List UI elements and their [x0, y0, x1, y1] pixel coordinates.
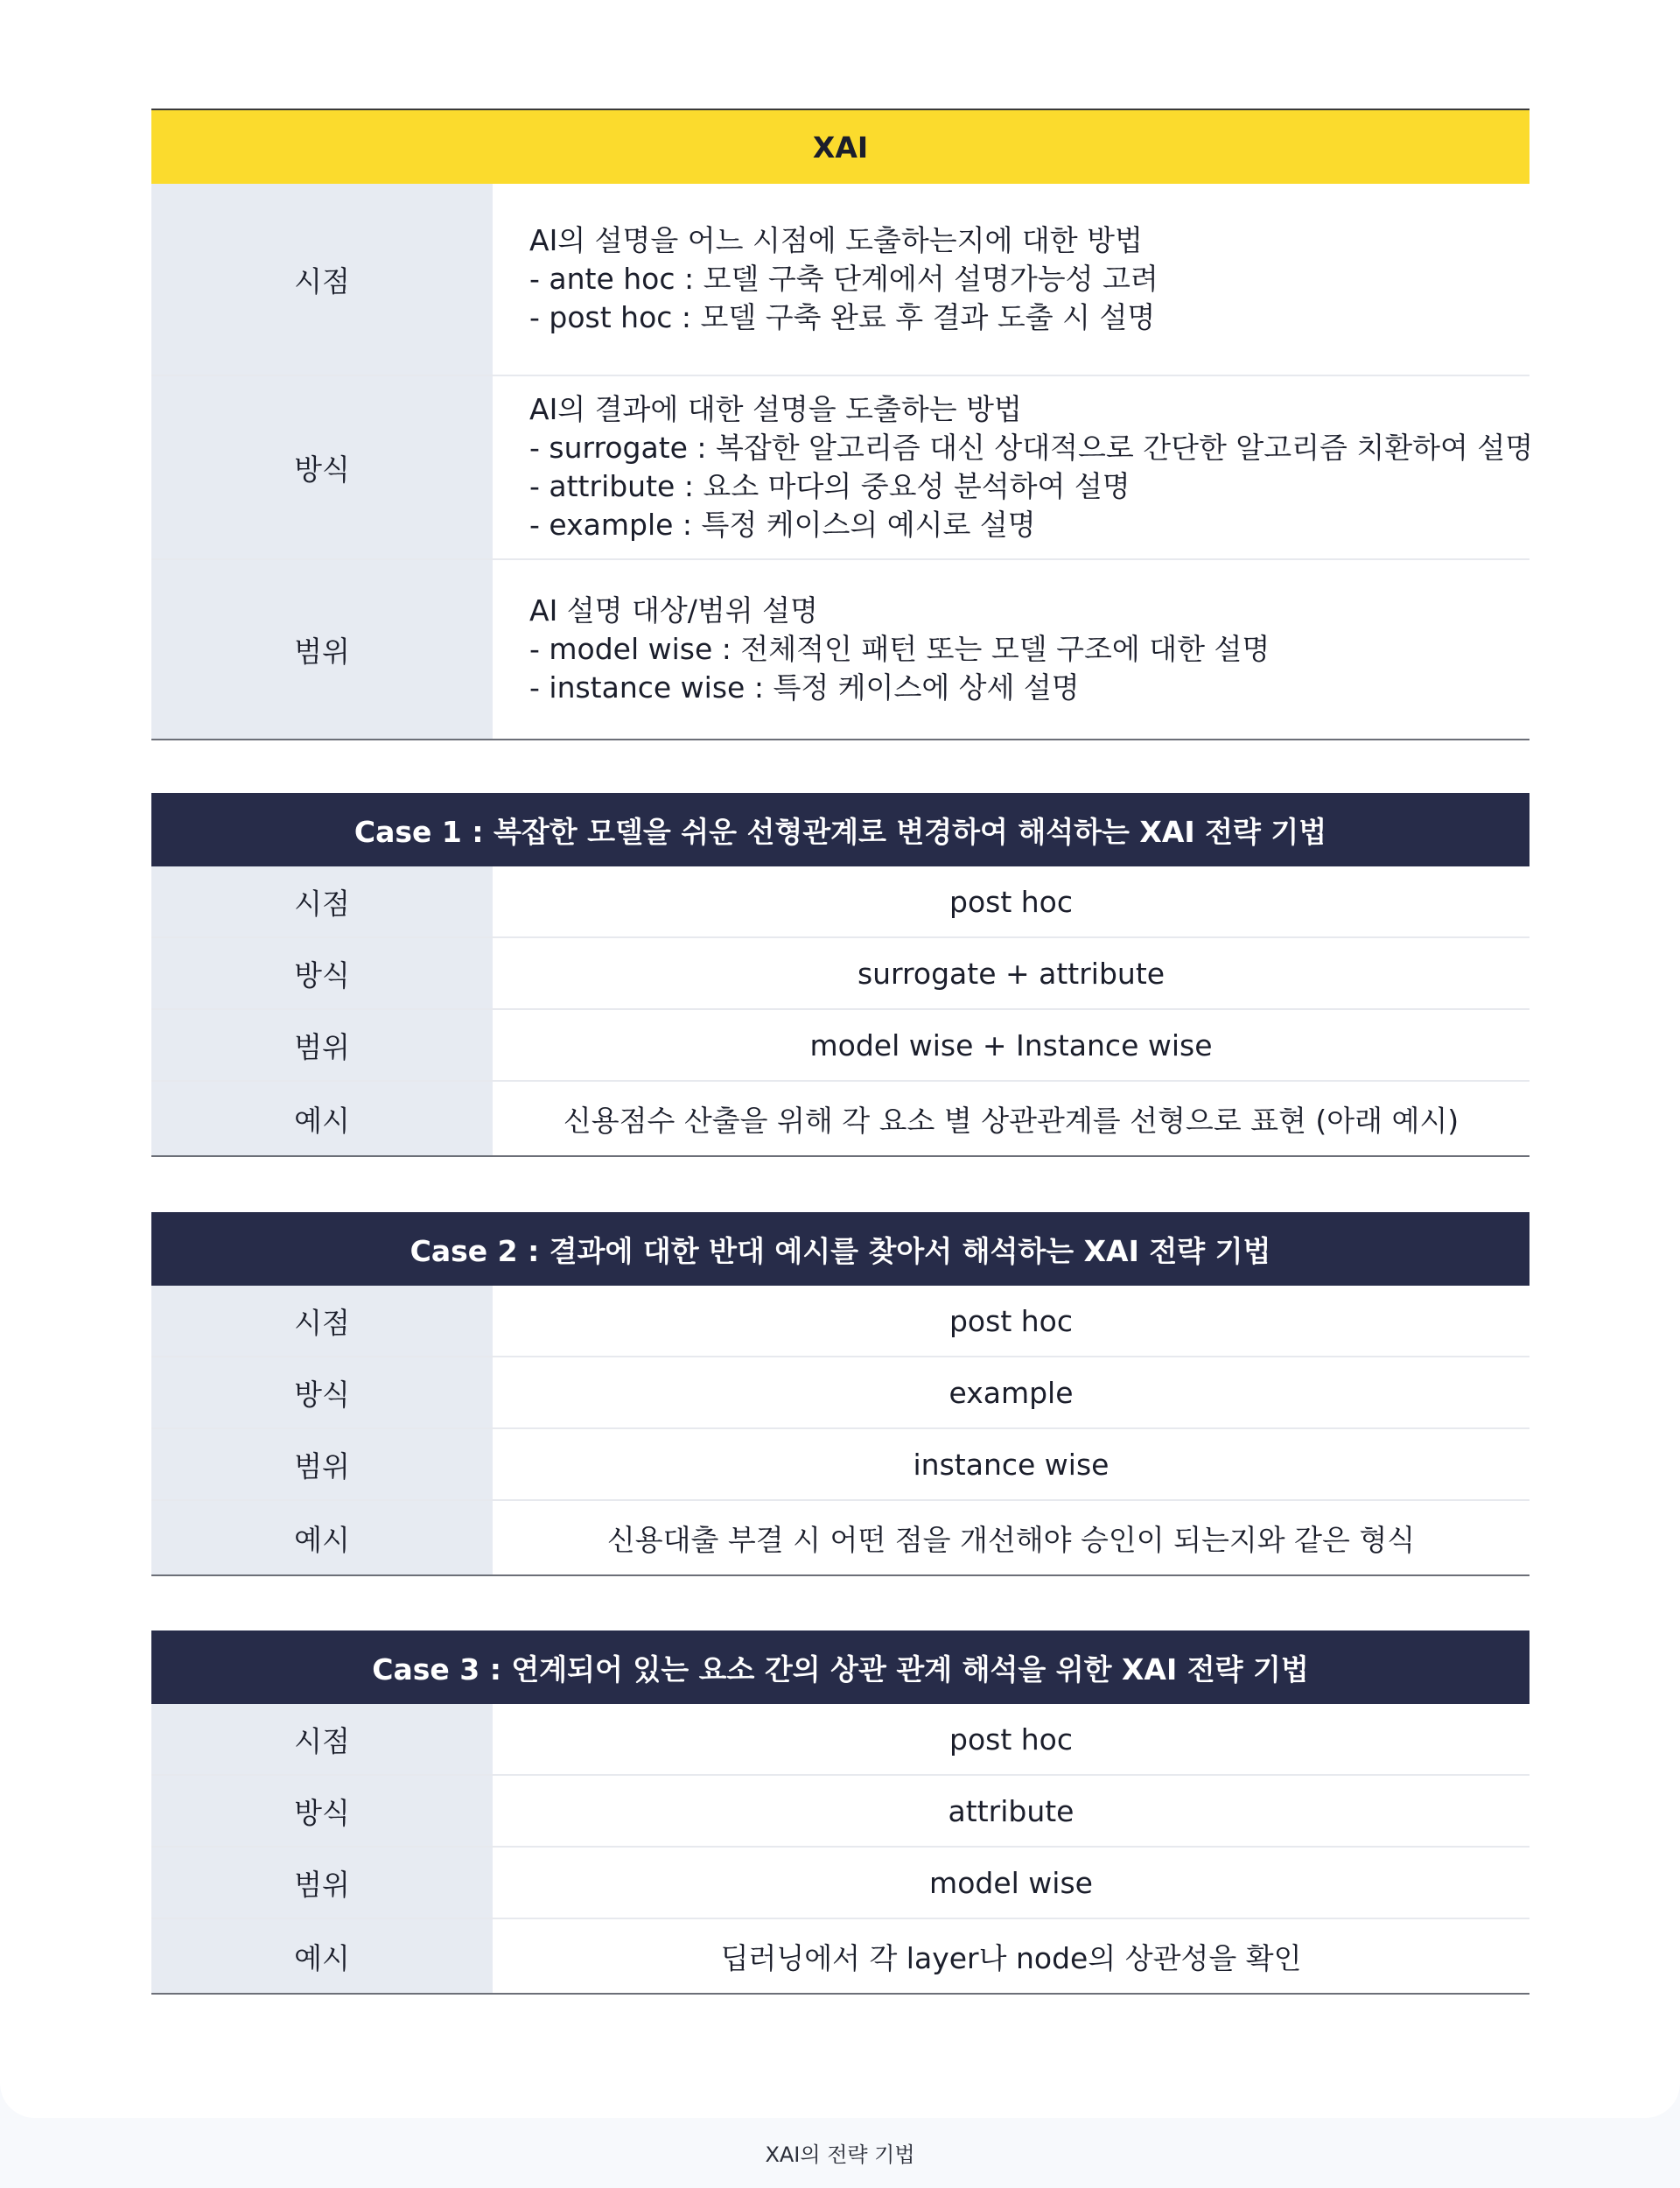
case-3-table: [151, 1630, 1530, 1995]
row-value: post hoc: [493, 1286, 1530, 1357]
table-header-row: [151, 1630, 1530, 1704]
table-row: [151, 1286, 1530, 1357]
row-description: [493, 184, 1530, 375]
row-value: example: [493, 1357, 1530, 1428]
table-row: [151, 375, 1530, 559]
row-label: 범위: [151, 1428, 493, 1500]
row-label: 예시: [151, 1500, 493, 1575]
row-label: 시점: [151, 1704, 493, 1775]
row-value: instance wise: [493, 1428, 1530, 1500]
description-line: - attribute : 요소 마다의 중요성 분석하여 설명: [529, 469, 1130, 503]
table-row: [151, 1500, 1530, 1575]
table-header-row: [151, 793, 1530, 866]
table-row: [151, 1847, 1530, 1918]
row-value: 신용대출 부결 시 어떤 점을 개선해야 승인이 되는지와 같은 형식: [493, 1500, 1530, 1575]
row-value: post hoc: [493, 866, 1530, 937]
row-value: attribute: [493, 1775, 1530, 1847]
description-line: - model wise : 전체적인 패턴 또는 모델 구조에 대한 설명: [529, 632, 1270, 666]
description-line: AI의 설명을 어느 시점에 도출하는지에 대한 방법: [529, 223, 1143, 257]
row-value: surrogate + attribute: [493, 937, 1530, 1009]
table-header-row: [151, 1212, 1530, 1286]
table-row: [151, 1775, 1530, 1847]
row-label: 방식: [151, 375, 493, 559]
row-value: 신용점수 산출을 위해 각 요소 별 상관관계를 선형으로 표현 (아래 예시): [493, 1081, 1530, 1156]
case-title: Case 3 : 연계되어 있는 요소 간의 상관 관계 해석을 위한 XAI 전략 기법: [151, 1630, 1530, 1704]
row-label: 예시: [151, 1081, 493, 1156]
description-line: - surrogate : 복잡한 알고리즘 대신 상대적으로 간단한 알고리즘 치환하여 설명: [529, 431, 1534, 465]
row-value: 딥러닝에서 각 layer나 node의 상관성을 확인: [493, 1918, 1530, 1994]
case-title: Case 1 : 복잡한 모델을 쉬운 선형관계로 변경하여 해석하는 XAI 전략 기법: [151, 793, 1530, 866]
case-1-table: [151, 793, 1530, 1157]
table-row: [151, 1918, 1530, 1994]
table-row: [151, 1009, 1530, 1081]
description-line: AI의 결과에 대한 설명을 도출하는 방법: [529, 392, 1022, 426]
case-2-table: [151, 1212, 1530, 1576]
row-value: post hoc: [493, 1704, 1530, 1775]
description-line: - ante hoc : 모델 구축 단계에서 설명가능성 고려: [529, 262, 1158, 296]
row-label: 방식: [151, 1357, 493, 1428]
row-label: 범위: [151, 559, 493, 740]
row-label: 시점: [151, 184, 493, 375]
case-title: Case 2 : 결과에 대한 반대 예시를 찾아서 해석하는 XAI 전략 기법: [151, 1212, 1530, 1286]
table-title: XAI: [151, 109, 1530, 184]
row-value: model wise + Instance wise: [493, 1009, 1530, 1081]
row-description: [493, 559, 1530, 740]
row-label: 예시: [151, 1918, 493, 1994]
xai-overview-table: [151, 109, 1534, 740]
description-line: AI 설명 대상/범위 설명: [529, 593, 818, 628]
row-label: 범위: [151, 1009, 493, 1081]
row-label: 시점: [151, 866, 493, 937]
row-value: model wise: [493, 1847, 1530, 1918]
description-line: - post hoc : 모델 구축 완료 후 결과 도출 시 설명: [529, 300, 1156, 334]
figure-caption: XAI의 전략 기법: [765, 2142, 915, 2167]
table-header-row: [151, 109, 1530, 184]
table-row: [151, 184, 1530, 375]
row-description: [493, 375, 1534, 559]
description-line: - instance wise : 특정 케이스에 상세 설명: [529, 670, 1080, 705]
row-label: 방식: [151, 1775, 493, 1847]
row-label: 시점: [151, 1286, 493, 1357]
table-row: [151, 937, 1530, 1009]
table-row: [151, 866, 1530, 937]
description-line: - example : 특정 케이스의 예시로 설명: [529, 508, 1036, 542]
row-label: 범위: [151, 1847, 493, 1918]
table-row: [151, 1428, 1530, 1500]
table-row: [151, 1081, 1530, 1156]
table-row: [151, 559, 1530, 740]
table-row: [151, 1704, 1530, 1775]
table-row: [151, 1357, 1530, 1428]
row-label: 방식: [151, 937, 493, 1009]
